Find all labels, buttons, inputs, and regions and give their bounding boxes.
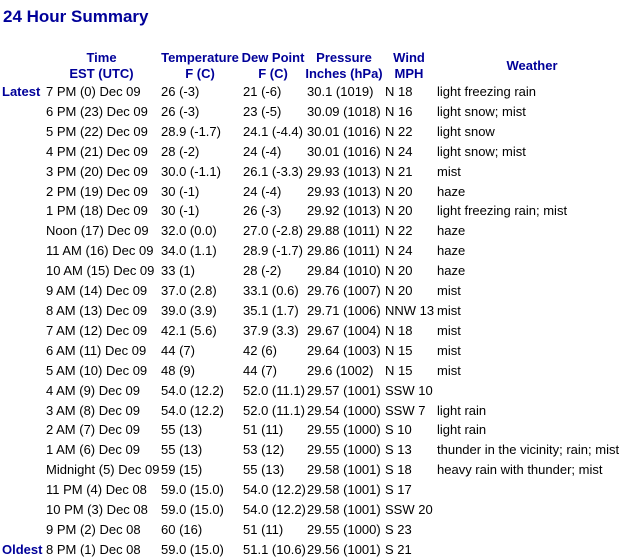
row-pressure: 29.58 (1001) <box>307 462 381 478</box>
table-row <box>0 401 629 421</box>
24-hour-summary-table <box>0 50 629 559</box>
table-row <box>0 480 629 500</box>
table-row <box>0 182 629 202</box>
row-wind: N 15 <box>385 362 413 378</box>
row-time: 7 AM (12) Dec 09 <box>46 322 148 338</box>
row-wind: N 20 <box>385 183 413 199</box>
row-marker <box>0 321 44 341</box>
row-pressure: 29.76 (1007) <box>307 283 381 299</box>
row-wind: SSW 10 <box>385 382 433 398</box>
row-marker <box>0 142 44 162</box>
row-marker <box>0 460 44 480</box>
row-wind: N 18 <box>385 322 413 338</box>
row-weather: mist <box>437 283 461 299</box>
row-weather: light freezing rain <box>437 84 536 99</box>
row-marker <box>0 122 44 142</box>
row-temperature: 28.9 (-1.7) <box>161 123 221 139</box>
row-temperature: 26 (-3) <box>161 103 200 119</box>
row-temperature: 34.0 (1.1) <box>161 243 217 259</box>
table-row <box>0 301 629 321</box>
row-marker <box>0 520 44 540</box>
table-row <box>0 241 629 261</box>
row-temperature: 30 (-1) <box>161 183 200 199</box>
row-dew-point: 51.1 (10.6) <box>243 541 306 557</box>
row-pressure: 29.84 (1010) <box>307 263 381 279</box>
row-marker <box>0 401 44 421</box>
row-wind: NNW 13 <box>385 302 435 318</box>
row-weather: mist <box>437 322 461 338</box>
row-weather: light snow; mist <box>437 103 526 119</box>
row-marker <box>0 500 44 520</box>
row-marker <box>0 480 44 500</box>
row-wind: N 15 <box>385 342 413 358</box>
row-pressure: 29.58 (1001) <box>307 502 381 518</box>
column-header-temperature <box>159 50 241 82</box>
table-header <box>0 50 629 82</box>
column-header-dew-point <box>241 50 305 82</box>
row-time: 10 AM (15) Dec 09 <box>46 263 155 279</box>
row-pressure: 29.64 (1003) <box>307 342 381 358</box>
row-wind: N 16 <box>385 103 413 119</box>
row-dew-point: 23 (-5) <box>243 103 282 119</box>
row-wind: N 20 <box>385 283 413 299</box>
row-weather: mist <box>437 163 461 179</box>
row-dew-point: 21 (-6) <box>243 84 282 99</box>
row-temperature: 39.0 (3.9) <box>161 302 217 318</box>
column-header-marker <box>0 50 44 82</box>
row-dew-point: 37.9 (3.3) <box>243 322 299 338</box>
table-row <box>0 500 629 520</box>
row-time: 5 PM (22) Dec 09 <box>46 123 148 139</box>
row-dew-point: 42 (6) <box>243 342 277 358</box>
row-dew-point: 51 (11) <box>243 521 284 537</box>
row-pressure: 29.56 (1001) <box>307 541 381 557</box>
row-weather <box>435 480 629 500</box>
row-weather <box>435 381 629 401</box>
row-marker: Latest <box>2 84 41 99</box>
row-dew-point: 26 (-3) <box>243 203 282 219</box>
row-marker <box>0 361 44 381</box>
row-wind: S 10 <box>385 422 412 438</box>
row-wind: N 22 <box>385 123 413 139</box>
row-dew-point: 55 (13) <box>243 462 285 478</box>
row-temperature: 54.0 (12.2) <box>161 382 224 398</box>
row-time: 1 AM (6) Dec 09 <box>46 442 140 458</box>
table-row <box>0 82 629 102</box>
row-pressure: 29.93 (1013) <box>307 163 381 179</box>
row-dew-point: 53 (12) <box>243 442 285 458</box>
row-pressure: 30.01 (1016) <box>307 143 381 159</box>
row-pressure: 29.55 (1000) <box>307 521 381 537</box>
row-wind: N 24 <box>385 143 413 159</box>
row-pressure: 29.71 (1006) <box>307 302 381 318</box>
row-weather: haze <box>437 223 466 239</box>
table-row <box>0 221 629 241</box>
row-marker <box>0 341 44 361</box>
row-wind: S 13 <box>385 442 412 458</box>
row-pressure: 29.54 (1000) <box>307 402 381 418</box>
row-wind: N 21 <box>385 163 413 179</box>
table-row <box>0 122 629 142</box>
table-body <box>0 82 629 559</box>
row-time: 9 AM (14) Dec 09 <box>46 283 148 299</box>
column-header-wind <box>383 50 435 82</box>
row-pressure: 29.93 (1013) <box>307 183 381 199</box>
row-temperature: 42.1 (5.6) <box>161 322 217 338</box>
row-dew-point: 44 (7) <box>243 362 277 378</box>
row-marker: Oldest <box>2 541 43 557</box>
row-pressure: 29.6 (1002) <box>307 362 374 378</box>
row-pressure: 29.88 (1011) <box>307 223 380 239</box>
row-dew-point: 52.0 (11.1) <box>243 402 305 418</box>
row-weather: light rain <box>437 402 487 418</box>
column-header-wind-line2: MPH <box>394 66 424 81</box>
row-wind: N 18 <box>385 84 413 99</box>
row-pressure: 29.55 (1000) <box>307 422 381 438</box>
row-weather: light rain <box>437 422 487 438</box>
page-title: 24 Hour Summary <box>3 7 149 26</box>
row-temperature: 59.0 (15.0) <box>161 482 224 498</box>
row-dew-point: 28.9 (-1.7) <box>243 243 303 259</box>
row-weather: mist <box>437 342 461 358</box>
row-weather: haze <box>437 183 466 199</box>
row-pressure: 30.1 (1019) <box>307 84 374 99</box>
row-weather: mist <box>437 362 461 378</box>
row-weather: light freezing rain; mist <box>437 203 568 219</box>
row-temperature: 54.0 (12.2) <box>161 402 224 418</box>
row-time: 1 PM (18) Dec 09 <box>46 203 148 219</box>
header-row <box>0 50 629 82</box>
table-row <box>0 201 629 221</box>
row-time: 11 AM (16) Dec 09 <box>46 243 154 259</box>
table-row <box>0 460 629 480</box>
row-marker <box>0 162 44 182</box>
row-temperature: 60 (16) <box>161 521 203 537</box>
row-pressure: 29.57 (1001) <box>307 382 381 398</box>
row-pressure: 29.55 (1000) <box>307 442 381 458</box>
row-time: 3 AM (8) Dec 09 <box>46 402 140 418</box>
row-dew-point: 26.1 (-3.3) <box>243 163 303 179</box>
row-weather: mist <box>437 302 461 318</box>
row-wind: N 20 <box>385 203 413 219</box>
row-temperature: 55 (13) <box>161 422 203 438</box>
row-weather: haze <box>437 263 466 279</box>
row-wind: SSW 20 <box>385 502 433 518</box>
row-pressure: 30.09 (1018) <box>307 103 381 119</box>
row-wind: N 20 <box>385 263 413 279</box>
row-marker <box>0 182 44 202</box>
row-dew-point: 54.0 (12.2) <box>243 502 306 518</box>
row-dew-point: 24 (-4) <box>243 143 282 159</box>
row-marker <box>0 261 44 281</box>
row-wind: N 22 <box>385 223 413 239</box>
row-dew-point: 54.0 (12.2) <box>243 482 306 498</box>
row-time: Noon (17) Dec 09 <box>46 223 149 239</box>
row-time: 6 AM (11) Dec 09 <box>46 342 147 358</box>
table-row <box>0 102 629 122</box>
row-dew-point: 33.1 (0.6) <box>243 283 299 299</box>
table-row <box>0 381 629 401</box>
table-row <box>0 420 629 440</box>
table-row <box>0 341 629 361</box>
table-row <box>0 520 629 540</box>
row-time: 4 AM (9) Dec 09 <box>46 382 140 398</box>
row-time: 2 AM (7) Dec 09 <box>46 422 140 438</box>
table-row <box>0 281 629 301</box>
column-header-temperature-line2: F (C) <box>185 66 215 81</box>
row-pressure: 29.58 (1001) <box>307 482 381 498</box>
column-header-pressure-line1: Pressure <box>316 50 372 65</box>
column-header-wind-line1: Wind <box>393 50 425 65</box>
row-time: 9 PM (2) Dec 08 <box>46 521 141 537</box>
row-dew-point: 51 (11) <box>243 422 284 438</box>
row-weather: thunder in the vicinity; rain; mist <box>437 442 620 458</box>
row-time: 5 AM (10) Dec 09 <box>46 362 148 378</box>
column-header-time-line1: Time <box>86 50 117 65</box>
table-row <box>0 261 629 281</box>
row-wind: SSW 7 <box>385 402 426 418</box>
row-marker <box>0 201 44 221</box>
row-time: 6 PM (23) Dec 09 <box>46 103 148 119</box>
row-dew-point: 24 (-4) <box>243 183 282 199</box>
row-marker <box>0 102 44 122</box>
table-row <box>0 361 629 381</box>
row-pressure: 29.67 (1004) <box>307 322 381 338</box>
row-temperature: 59.0 (15.0) <box>161 502 224 518</box>
row-weather <box>435 540 629 559</box>
row-marker <box>0 241 44 261</box>
row-temperature: 33 (1) <box>161 263 195 279</box>
row-temperature: 48 (9) <box>161 362 195 378</box>
row-pressure: 29.86 (1011) <box>307 243 380 259</box>
row-dew-point: 28 (-2) <box>243 263 282 279</box>
row-pressure: 30.01 (1016) <box>307 123 381 139</box>
row-wind: S 17 <box>385 482 412 498</box>
row-temperature: 30.0 (-1.1) <box>161 163 221 179</box>
row-temperature: 28 (-2) <box>161 143 200 159</box>
row-dew-point: 52.0 (11.1) <box>243 382 305 398</box>
row-dew-point: 35.1 (1.7) <box>243 302 299 318</box>
row-temperature: 55 (13) <box>161 442 203 458</box>
row-temperature: 37.0 (2.8) <box>161 283 217 299</box>
row-wind: S 23 <box>385 521 412 537</box>
column-header-pressure-line2: Inches (hPa) <box>305 66 383 81</box>
column-header-temperature-line1: Temperature <box>161 50 239 65</box>
table-row <box>0 540 629 559</box>
row-weather: light snow <box>437 123 495 139</box>
row-weather <box>435 500 629 520</box>
row-time: 10 PM (3) Dec 08 <box>46 502 148 518</box>
row-time: 11 PM (4) Dec 08 <box>46 482 147 498</box>
row-wind: S 18 <box>385 462 412 478</box>
column-header-weather: Weather <box>506 58 558 73</box>
row-weather <box>435 520 629 540</box>
row-marker <box>0 281 44 301</box>
column-header-dew-point-line1: Dew Point <box>241 50 305 65</box>
row-marker <box>0 381 44 401</box>
row-marker <box>0 420 44 440</box>
row-temperature: 32.0 (0.0) <box>161 223 217 239</box>
row-temperature: 44 (7) <box>161 342 195 358</box>
column-header-time <box>44 50 159 82</box>
row-pressure: 29.92 (1013) <box>307 203 381 219</box>
row-time: 7 PM (0) Dec 09 <box>46 84 141 99</box>
row-temperature: 59 (15) <box>161 462 203 478</box>
column-header-time-line2: EST (UTC) <box>69 66 134 81</box>
row-marker <box>0 440 44 460</box>
column-header-pressure <box>305 50 383 82</box>
row-temperature: 26 (-3) <box>161 84 200 99</box>
row-time: 2 PM (19) Dec 09 <box>46 183 148 199</box>
row-marker <box>0 221 44 241</box>
row-wind: S 21 <box>385 541 412 557</box>
table-row <box>0 440 629 460</box>
row-weather: heavy rain with thunder; mist <box>437 462 603 478</box>
table-row <box>0 142 629 162</box>
row-time: 3 PM (20) Dec 09 <box>46 163 148 179</box>
row-weather: light snow; mist <box>437 143 526 159</box>
row-dew-point: 24.1 (-4.4) <box>243 123 303 139</box>
row-time: Midnight (5) Dec 09 <box>46 462 160 478</box>
row-marker <box>0 301 44 321</box>
row-dew-point: 27.0 (-2.8) <box>243 223 303 239</box>
row-temperature: 59.0 (15.0) <box>161 541 224 557</box>
row-wind: N 24 <box>385 243 413 259</box>
row-temperature: 30 (-1) <box>161 203 200 219</box>
column-header-dew-point-line2: F (C) <box>258 66 288 81</box>
row-time: 8 PM (1) Dec 08 <box>46 541 141 557</box>
table-row <box>0 321 629 341</box>
table-row <box>0 162 629 182</box>
row-weather: haze <box>437 243 466 259</box>
row-time: 8 AM (13) Dec 09 <box>46 302 148 318</box>
row-time: 4 PM (21) Dec 09 <box>46 143 148 159</box>
